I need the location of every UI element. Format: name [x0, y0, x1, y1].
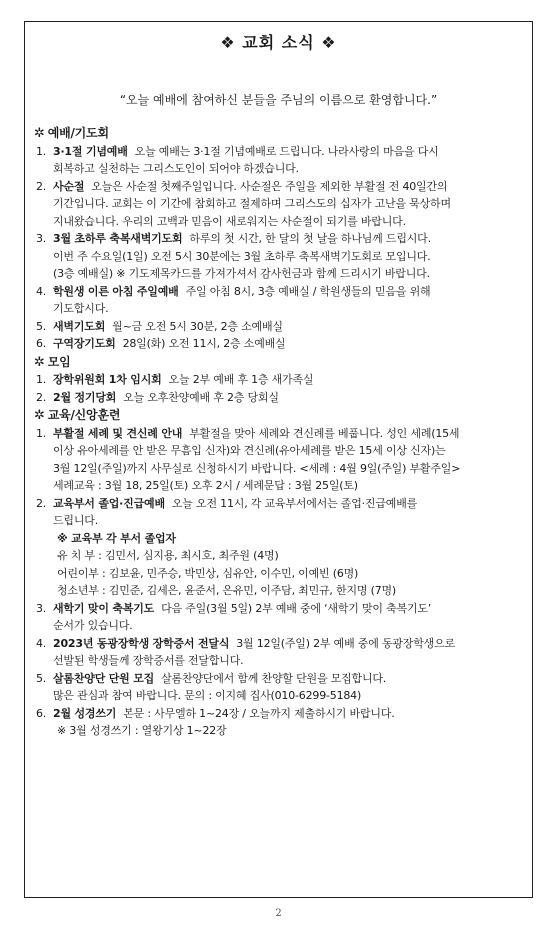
item-line — [53, 318, 518, 336]
item-text: 오늘 2부 예배 후 1층 새가족실 — [168, 373, 314, 386]
item-line — [53, 283, 518, 301]
page-title: ❖ 교회 소식 ❖ — [220, 33, 337, 52]
greeting-text: “오늘 예배에 참여하신 분들을 주님의 이름으로 환영합니다.” — [119, 93, 438, 107]
worship-list — [34, 143, 524, 353]
page-number: 2 — [275, 908, 282, 919]
asterisk-icon: ✲ — [34, 408, 45, 423]
section-heading: 모임 — [47, 354, 71, 369]
item-line: 선발된 학생들께 장학증서를 전달합니다. — [53, 654, 244, 667]
list-item — [34, 389, 524, 407]
item-number: 3. — [36, 232, 47, 245]
item-text: 다음 주일(3월 5일) 2부 예배 중에 ‘새학기 맞이 축복기도’ — [161, 601, 432, 615]
item-line: 이상 유아세례를 안 받은 무흠입 신자)와 견신례(유아세례를 받은 15세 이상 신자)는 — [53, 444, 446, 457]
item-text: 하루의 첫 시간, 한 달의 첫 날을 하나님께 드립시다. — [189, 232, 431, 245]
item-line: (3층 예배실) ※ 기도제목카드를 가져가셔서 감사헌금과 함께 드리시기 바랍니다. — [53, 267, 430, 280]
item-heading: 교육부서 졸업·진급예배 — [53, 496, 165, 510]
section-heading: 예배/기도회 — [47, 126, 109, 140]
item-number: 2. — [36, 179, 47, 193]
list-item — [34, 600, 524, 635]
item-text: 28일(화) 오전 11시, 2층 소예배실 — [122, 337, 286, 350]
item-line: 세례교육 : 3월 18, 25일(토) 오후 2시 / 세례문답 : 3월 25일(토) — [53, 479, 358, 492]
education-list — [34, 425, 524, 740]
item-number: 2. — [36, 390, 47, 404]
item-line — [53, 230, 518, 248]
list-item — [34, 670, 524, 705]
list-item — [34, 495, 524, 600]
item-number: 3. — [36, 601, 47, 615]
item-heading: 장학위원회 1차 임시회 — [53, 373, 162, 386]
meetings-list — [34, 371, 524, 406]
item-line — [53, 371, 518, 389]
item-heading: 새학기 맞이 축복기도 — [53, 601, 155, 615]
item-number: 2. — [36, 496, 47, 510]
item-line — [53, 635, 518, 653]
item-text: 오늘 오후찬양예배 후 2층 당회실 — [123, 390, 279, 404]
item-line — [53, 600, 518, 618]
news-content — [34, 124, 524, 740]
item-line: 순서가 있습니다. — [53, 619, 133, 632]
item-text: 오늘은 사순절 첫째주일입니다. 사순절은 주일을 제외한 부활절 전 40일간의 — [91, 179, 448, 193]
item-line — [53, 495, 518, 513]
item-line: 회복하고 실천하는 그리스도인이 되어야 하겠습니다. — [53, 162, 299, 175]
section-worship — [34, 125, 524, 143]
list-item — [34, 283, 524, 318]
list-item — [34, 335, 524, 353]
graduates-line: 어린이부 : 김보윤, 민주승, 박민상, 심유안, 이수민, 이예빈 (6명) — [57, 566, 359, 580]
section-meetings — [34, 354, 524, 372]
item-text: 본문 : 사무엘하 1~24장 / 오늘까지 제출하시기 바랍니다. — [123, 706, 395, 720]
item-number: 4. — [36, 636, 47, 650]
item-line: 기도합시다. — [53, 302, 109, 315]
list-item — [34, 143, 524, 178]
item-heading: 2월 정기당회 — [53, 390, 117, 404]
item-heading: 구역장기도회 — [53, 337, 116, 350]
item-text: 3월 12일(주일) 2부 예배 중에 동광장학생으로 — [236, 636, 455, 650]
list-item — [34, 318, 524, 336]
item-line: 지내왔습니다. 우리의 고백과 믿음이 새로워지는 사순절이 되기를 바랍니다. — [53, 214, 406, 228]
item-note: ※ 3월 성경쓰기 : 열왕기상 1~22장 — [57, 724, 227, 737]
item-heading: 3월 초하루 축복새벽기도회 — [53, 232, 183, 245]
item-number: 4. — [36, 284, 47, 298]
item-line: 기간입니다. 교회는 이 기간에 참회하고 절제하며 그리스도의 십자가 고난을 묵상하며 — [53, 197, 451, 210]
item-heading: 2023년 동광장학생 장학증서 전달식 — [53, 636, 230, 650]
asterisk-icon: ✲ — [34, 354, 45, 370]
item-number: 5. — [36, 319, 47, 333]
item-line — [53, 670, 518, 688]
item-heading: 사순절 — [53, 179, 85, 193]
item-heading: 살롬찬양단 단원 모집 — [53, 671, 155, 685]
list-item — [34, 635, 524, 670]
graduates-heading: ※ 교육부 각 부서 졸업자 — [57, 531, 176, 545]
item-text: 오늘 오전 11시, 각 교육부서에서는 졸업·진급예배를 — [171, 496, 418, 510]
item-line — [53, 178, 518, 196]
item-line — [53, 335, 518, 353]
list-item — [34, 230, 524, 283]
item-line: 3월 12일(주일)까지 사무실로 신청하시기 바랍니다. <세례 : 4월 9일(주일) 부활주일> — [53, 461, 461, 475]
list-item — [34, 705, 524, 740]
item-line: 많은 관심과 참여 바랍니다. 문의 : 이지혜 집사(010-6299-5184) — [53, 689, 362, 702]
item-number: 1. — [36, 373, 47, 386]
item-heading: 3·1절 기념예배 — [53, 144, 128, 158]
list-item — [34, 425, 524, 495]
item-text: 오늘 예배는 3·1절 기념예배로 드립니다. 나라사랑의 마음을 다시 — [134, 144, 439, 158]
item-heading: 학원생 이른 아침 주일예배 — [53, 284, 179, 298]
section-education — [34, 407, 524, 425]
item-heading: 부활절 세례 및 견신례 안내 — [53, 426, 183, 440]
item-number: 5. — [36, 671, 47, 685]
graduates-line: 청소년부 : 김민준, 김세은, 윤준서, 은유민, 이주담, 최민규, 한지명 (7명) — [57, 584, 397, 597]
asterisk-icon: ✲ — [34, 126, 45, 141]
graduates-line: 유 치 부 : 김민서, 심지용, 최시호, 최주원 (4명) — [57, 549, 279, 562]
item-line: 이번 주 수요일(1일) 오전 5시 30분에는 3월 초하루 축복새벽기도회로 모입니다. — [53, 249, 431, 263]
item-number: 1. — [36, 144, 47, 158]
item-text: 살롬찬양단에서 함께 찬양할 단원을 모집합니다. — [161, 671, 387, 685]
list-item — [34, 178, 524, 231]
item-number: 6. — [36, 337, 47, 350]
item-text: 주일 아침 8시, 3층 예배실 / 학원생들의 믿음을 위해 — [185, 284, 431, 298]
list-item — [34, 371, 524, 389]
item-number: 6. — [36, 706, 47, 720]
item-line — [53, 705, 518, 723]
item-text: 월~금 오전 5시 30분, 2층 소예배실 — [112, 319, 283, 333]
item-text: 부활절을 맞아 세례와 견신례를 베풉니다. 성인 세례(15세 — [189, 426, 460, 440]
item-line — [53, 143, 518, 161]
item-line — [53, 389, 518, 407]
item-heading: 새벽기도회 — [53, 319, 106, 333]
item-line: 드립니다. — [53, 514, 99, 527]
section-heading: 교육/신앙훈련 — [47, 408, 121, 422]
item-line — [53, 425, 518, 443]
item-number: 1. — [36, 426, 47, 440]
item-heading: 2월 성경쓰기 — [53, 706, 117, 720]
